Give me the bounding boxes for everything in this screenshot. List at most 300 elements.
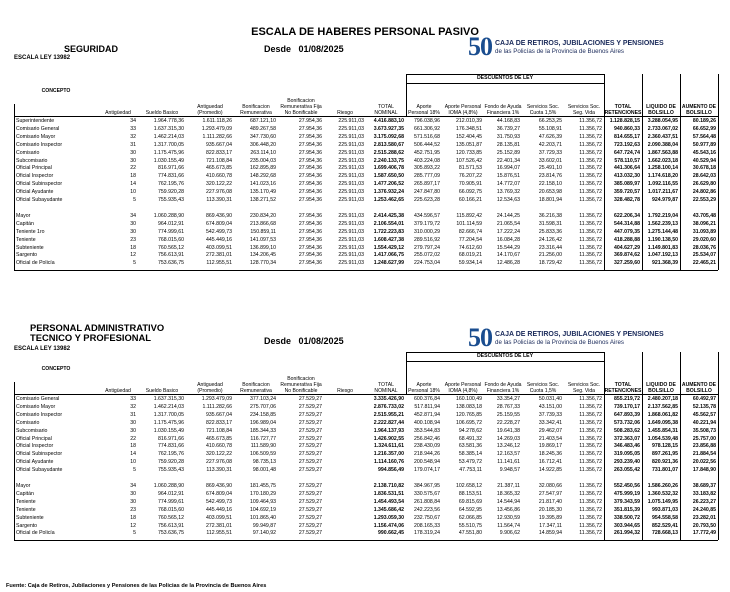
value-cell: 225.911,03 xyxy=(338,220,364,227)
value-cell: 403.099,51 xyxy=(206,514,232,521)
value-cell xyxy=(324,467,366,475)
value-cell: 1.611.118,26 xyxy=(202,118,232,124)
value-cell: 17.222,24 xyxy=(496,228,520,235)
value-cell: 1.258.100,14 xyxy=(647,165,678,172)
value-cell: 1.017.211,67 xyxy=(647,189,678,196)
table-row xyxy=(14,245,718,253)
column-header-aumento xyxy=(680,74,718,116)
value-cell: 377.103,24 xyxy=(250,396,276,402)
value-cell: 112.955,51 xyxy=(206,260,232,267)
value-cell: 136.899,10 xyxy=(250,244,276,251)
value-cell: 37.739,33 xyxy=(538,411,562,418)
value-cell: 224.753,04 xyxy=(414,260,440,267)
value-cell: 774.831,66 xyxy=(158,443,184,450)
value-cell: 1.554.429,12 xyxy=(373,244,404,251)
value-cell: 674.809,04 xyxy=(206,490,232,497)
value-cell: 218.944,26 xyxy=(414,451,440,458)
line xyxy=(14,394,718,395)
value-cell: 27.954,36 xyxy=(298,157,322,164)
rank-cell: Superintendente xyxy=(16,118,55,124)
column-header-aporte-ioma xyxy=(442,352,484,394)
value-cell: 45.543,16 xyxy=(692,149,716,156)
value-cell: 372.363,07 xyxy=(614,435,640,442)
value-cell: 3.175.092,68 xyxy=(373,133,404,140)
line xyxy=(14,394,15,540)
table-row xyxy=(14,150,718,158)
value-cell: 11.356,72 xyxy=(579,236,602,243)
value-cell: 27.529,27 xyxy=(298,427,322,434)
value-cell xyxy=(324,436,366,444)
logo-line1: CAJA DE RETIROS, JUBILACIONES Y PENSIONES xyxy=(495,331,664,338)
rank-cell: Subteniente xyxy=(16,244,44,251)
value-cell: 27.529,27 xyxy=(298,522,322,529)
value-cell: 77.204,54 xyxy=(458,236,482,243)
value-cell xyxy=(324,491,366,499)
value-cell: 993.871,03 xyxy=(652,506,678,513)
value-cell: 11.356,72 xyxy=(579,244,602,251)
value-cell: 37.729,33 xyxy=(538,149,562,156)
value-cell: 18.245,36 xyxy=(538,451,562,458)
value-cell: 27.954,36 xyxy=(298,141,322,148)
value-cell: 10 xyxy=(130,189,136,196)
value-cell: 19.395,89 xyxy=(538,514,562,521)
value-cell: 43.705,48 xyxy=(692,212,716,219)
desde-label: Desde 01/08/2025 xyxy=(264,336,344,346)
column-header-label: Antigüedad xyxy=(105,110,131,116)
value-cell: 1.111.282,66 xyxy=(202,403,232,410)
rank-cell: Comisario Mayor xyxy=(16,133,56,140)
value-cell: 452.871,94 xyxy=(414,411,440,418)
value-cell: 1.175.475,96 xyxy=(153,149,184,156)
value-cell: 11.356,72 xyxy=(579,165,602,172)
value-cell: 99.949,87 xyxy=(252,522,276,529)
column-header-label: Antigüedad xyxy=(105,388,131,394)
value-cell: 53.479,72 xyxy=(458,459,482,466)
value-cell: 160.100,49 xyxy=(456,396,482,402)
value-cell: 14.859,94 xyxy=(538,530,562,537)
value-cell: 11.356,72 xyxy=(579,157,602,164)
value-cell: 23.856,88 xyxy=(692,443,716,450)
escala-label: ESCALA LEY 13982 xyxy=(14,55,71,61)
value-cell: 22.465,21 xyxy=(692,260,716,267)
column-header-antiguedad-prom xyxy=(186,74,234,116)
line xyxy=(718,394,719,540)
value-cell: 1.248.627,99 xyxy=(373,260,404,267)
column-header-total-retenciones xyxy=(604,74,642,116)
value-cell: 141.097,53 xyxy=(250,236,276,243)
rank-cell: Comisario xyxy=(16,419,40,426)
value-cell: 279.797,24 xyxy=(414,244,440,251)
logo-line2: de las Policías de la Provincia de Buenos Aires xyxy=(495,48,624,55)
value-cell: 1.376.932,24 xyxy=(373,189,404,196)
value-cell: 755.935,43 xyxy=(158,467,184,474)
value-cell: 106.695,72 xyxy=(456,419,482,426)
value-cell: 225.911,03 xyxy=(338,197,364,204)
value-cell: 27.954,36 xyxy=(298,244,322,251)
rank-cell: Oficial Subinspector xyxy=(16,181,63,188)
value-cell: 196.989,04 xyxy=(250,419,276,426)
value-cell: 30 xyxy=(130,228,136,235)
value-cell: 475.999,19 xyxy=(614,490,640,497)
value-cell: 25.152,89 xyxy=(496,149,520,156)
column-header-label: LIQUIDO DE BOLSILLO xyxy=(646,382,676,394)
value-cell: 235.004,03 xyxy=(250,157,276,164)
value-cell: 66.652,99 xyxy=(692,125,716,132)
value-cell: 11.356,72 xyxy=(579,403,602,410)
value-cell: 102.658,12 xyxy=(456,483,482,489)
value-cell: 120.765,85 xyxy=(456,411,482,418)
value-cell: 141.023,16 xyxy=(250,181,276,188)
value-cell: 179.074,17 xyxy=(414,467,440,474)
value-cell: 404.627,29 xyxy=(614,244,640,251)
value-cell: 30 xyxy=(130,157,136,164)
value-cell: 66.092,75 xyxy=(458,189,482,196)
value-cell: 11.356,72 xyxy=(579,212,602,219)
value-cell: 935.667,04 xyxy=(206,411,232,418)
line xyxy=(680,116,681,270)
line xyxy=(14,540,718,541)
value-cell: 68.019,21 xyxy=(458,252,482,259)
value-cell: 27.954,36 xyxy=(298,236,322,243)
value-cell: 293.239,40 xyxy=(614,459,640,466)
value-cell: 403.099,51 xyxy=(206,244,232,251)
value-cell: 1.324.611,61 xyxy=(373,443,404,450)
value-cell: 1.868.061,82 xyxy=(647,411,678,418)
source-note: Fuente: Caja de Retiros, Jubilaciones y Pensiones de las Policias de la Provincia de Buenos Aires xyxy=(6,583,267,589)
value-cell: 1.345.686,42 xyxy=(373,506,404,513)
value-cell: 225.911,03 xyxy=(338,157,364,164)
value-cell: 32 xyxy=(130,403,136,410)
column-header-label: Sueldo Basico xyxy=(145,388,179,394)
value-cell: 60.166,21 xyxy=(458,197,482,204)
value-cell: 517.811,94 xyxy=(414,403,440,410)
value-cell: 306.448,20 xyxy=(250,141,276,148)
value-cell: 403.224,08 xyxy=(414,157,440,164)
value-cell: 225.911,03 xyxy=(338,252,364,259)
column-header-label: TOTAL RETENCIONES xyxy=(604,382,642,394)
rank-cell: Oficial Principal xyxy=(16,165,52,172)
rank-cell: Comisario General xyxy=(16,125,60,132)
value-cell: 225.911,03 xyxy=(338,165,364,172)
rank-cell: Oficial de Policía xyxy=(16,260,55,267)
value-cell: 12.486,28 xyxy=(496,260,520,267)
column-header-label: TOTAL RETENCIONES xyxy=(604,104,642,116)
value-cell: 647.893,39 xyxy=(614,411,640,418)
value-cell: 489.267,58 xyxy=(250,125,276,132)
value-cell xyxy=(324,404,366,412)
value-cell: 265.897,17 xyxy=(414,181,440,188)
value-cell: 256.842,46 xyxy=(414,435,440,442)
value-cell: 330.575,67 xyxy=(414,490,440,497)
value-cell: 27.954,36 xyxy=(298,197,322,204)
column-header-antiguedad xyxy=(98,74,138,116)
value-cell: 924.979,87 xyxy=(652,197,678,204)
value-cell: 822.833,17 xyxy=(206,149,232,156)
rank-cell: Oficial Principal xyxy=(16,435,52,442)
value-cell: 20.793,50 xyxy=(692,522,716,529)
value-cell: 768.015,60 xyxy=(158,236,184,243)
value-cell: 1.562.239,13 xyxy=(647,220,678,227)
value-cell: 760.565,12 xyxy=(158,514,184,521)
value-cell: 135.051,87 xyxy=(456,141,482,148)
value-cell: 181.455,75 xyxy=(250,483,276,489)
value-cell: 17.347,11 xyxy=(539,522,562,529)
table-row xyxy=(14,221,718,229)
table-row xyxy=(14,412,718,420)
salary-table xyxy=(14,396,718,475)
value-cell: 285.777,09 xyxy=(414,173,440,180)
rank-cell: Teniente 1ro xyxy=(16,228,45,235)
column-header-aporte-personal xyxy=(406,74,442,116)
value-cell: 544.314,88 xyxy=(614,220,640,227)
value-cell: 359.720,57 xyxy=(614,189,640,196)
value-cell: 14.269,03 xyxy=(496,435,520,442)
value-cell: 14.772,07 xyxy=(496,181,520,188)
value-cell: 11.356,72 xyxy=(579,411,602,418)
value-cell: 622.206,34 xyxy=(614,212,640,219)
value-cell: 27.954,36 xyxy=(298,189,322,196)
value-cell: 33.602,01 xyxy=(538,157,562,164)
value-cell: 2.360.437,51 xyxy=(647,133,678,140)
value-cell: 1.586.260,26 xyxy=(647,483,678,489)
value-cell: 232.750,67 xyxy=(414,514,440,521)
value-cell: 45.562,57 xyxy=(692,411,716,418)
value-cell: 20.185,30 xyxy=(538,506,562,513)
value-cell: 43.151,00 xyxy=(538,403,562,410)
salary-table xyxy=(14,213,718,268)
value-cell: 542.499,73 xyxy=(206,228,232,235)
value-cell: 21.387,11 xyxy=(497,483,520,489)
value-cell: 15.876,51 xyxy=(496,173,520,180)
value-cell: 11.356,72 xyxy=(579,451,602,458)
value-cell: 2.813.580,67 xyxy=(373,141,404,148)
value-cell: 113.390,31 xyxy=(206,467,232,474)
value-cell: 225.911,03 xyxy=(338,244,364,251)
value-cell: 230.834,20 xyxy=(250,212,276,219)
value-cell: 27.954,36 xyxy=(298,165,322,172)
rank-cell: Oficial Inspector xyxy=(16,443,54,450)
table-row xyxy=(14,467,718,475)
value-cell: 11.356,72 xyxy=(579,189,602,196)
value-cell: 3.673.927,35 xyxy=(373,125,404,132)
value-cell: 27.954,36 xyxy=(298,133,322,140)
column-header-fondo-ayuda xyxy=(484,74,522,116)
value-cell: 328.482,78 xyxy=(614,197,640,204)
value-cell xyxy=(324,507,366,515)
value-cell: 27.529,27 xyxy=(298,490,322,497)
value-cell: 15.544,29 xyxy=(496,244,520,251)
value-cell: 384.967,95 xyxy=(414,483,440,489)
table-row xyxy=(14,515,718,523)
value-cell: 1.092.116,55 xyxy=(647,181,678,188)
value-cell: 320.122,22 xyxy=(206,181,232,188)
value-cell: 13.456,86 xyxy=(496,506,520,513)
value-cell: 101.865,40 xyxy=(250,514,276,521)
value-cell: 25.159,55 xyxy=(496,411,520,418)
value-cell: 120.733,85 xyxy=(456,149,482,156)
value-cell: 21.817,40 xyxy=(538,498,562,505)
value-cell: 1.075.149,95 xyxy=(647,498,678,505)
column-header-aporte-personal xyxy=(406,352,442,394)
column-header-label: Aporte Personal IOMA (4,8%) xyxy=(444,104,482,116)
value-cell: 571.516,68 xyxy=(414,133,440,140)
value-cell: 445.449,16 xyxy=(206,506,232,513)
value-cell: 30 xyxy=(130,419,136,426)
rank-cell: Teniente xyxy=(16,236,36,243)
column-header-label: Servicios Soc. Cuota 1,5% xyxy=(526,104,560,116)
column-header-label: TOTAL NOMINAL xyxy=(374,104,398,116)
value-cell: 852.529,41 xyxy=(652,522,678,529)
caja-logo xyxy=(468,323,664,352)
line xyxy=(642,74,643,116)
value-cell: 11.356,72 xyxy=(579,522,602,529)
value-cell: 1.293.059,30 xyxy=(373,514,404,521)
value-cell: 225.911,03 xyxy=(338,236,364,243)
value-cell: 11.356,72 xyxy=(579,427,602,434)
rank-cell: Mayor xyxy=(16,212,31,219)
table-row xyxy=(14,260,718,268)
value-cell: 81.571,53 xyxy=(458,165,482,172)
value-cell: 11.356,72 xyxy=(579,118,602,124)
value-cell: 104.692,19 xyxy=(250,506,276,513)
value-cell: 22.553,29 xyxy=(692,197,716,204)
value-cell: 320.122,22 xyxy=(206,451,232,458)
value-cell xyxy=(324,459,366,467)
value-cell: 24.240,85 xyxy=(692,506,716,513)
value-cell: 1.649.095,38 xyxy=(647,419,678,426)
value-cell: 1.114.160,76 xyxy=(373,459,404,466)
column-header-label: Bonificacion Remunerativa xyxy=(240,104,272,116)
column-header-label: CONCEPTO xyxy=(41,366,71,372)
section-title-seguridad: SEGURIDAD xyxy=(64,44,119,54)
column-header-bonif-remun xyxy=(234,352,278,394)
value-cell: 21.256,00 xyxy=(538,252,562,259)
value-cell: 578.110,57 xyxy=(614,157,640,164)
column-header-label: Antiguedad (Promedio) xyxy=(197,104,223,116)
value-cell: 2.222.827,44 xyxy=(373,419,404,426)
value-cell: 20.022,56 xyxy=(692,459,716,466)
column-header-label: AUMENTO DE BOLSILLO xyxy=(681,104,717,116)
value-cell: 1.293.479,09 xyxy=(201,125,232,132)
anniversary-50-icon: 50 xyxy=(468,32,492,61)
value-cell: 16.084,28 xyxy=(496,236,520,243)
value-cell: 897.261,95 xyxy=(652,451,678,458)
value-cell: 128.770,34 xyxy=(250,260,276,267)
table-row xyxy=(14,483,718,491)
value-cell: 27.529,27 xyxy=(298,443,322,450)
table-row xyxy=(14,396,718,404)
value-cell: 16.712,41 xyxy=(538,459,562,466)
value-cell: 29.020,60 xyxy=(692,236,716,243)
value-cell: 27.529,27 xyxy=(298,506,322,513)
column-header-label: AUMENTO DE BOLSILLO xyxy=(681,382,717,394)
value-cell: 272.381,01 xyxy=(206,522,232,529)
table-row xyxy=(14,173,718,181)
line xyxy=(718,352,719,394)
value-cell: 82.666,74 xyxy=(458,228,482,235)
value-cell: 19.869,17 xyxy=(538,443,562,450)
line xyxy=(14,270,718,271)
column-header-bonif-remun xyxy=(234,74,278,116)
value-cell: 115.892,42 xyxy=(456,212,482,219)
value-cell: 38.689,37 xyxy=(692,483,716,489)
value-cell: 227.976,08 xyxy=(206,459,232,466)
line xyxy=(604,352,605,394)
rank-cell: Oficial Subayudante xyxy=(16,467,63,474)
value-cell: 225.911,03 xyxy=(338,189,364,196)
value-cell: 5 xyxy=(133,260,136,267)
value-cell: 47.753,11 xyxy=(459,467,482,474)
value-cell: 12.930,59 xyxy=(496,514,520,521)
value-cell: 11.356,72 xyxy=(579,514,602,521)
column-header-label: Aporte Personal 18% xyxy=(408,382,440,394)
value-cell xyxy=(324,396,366,404)
value-cell: 400.108,94 xyxy=(414,419,440,426)
value-cell: 68.491,32 xyxy=(458,435,482,442)
table-row xyxy=(14,126,718,134)
column-header-serv-seg xyxy=(564,352,604,394)
column-header-serv-seg xyxy=(564,74,604,116)
value-cell: 55.510,75 xyxy=(458,522,482,529)
value-cell: 225.911,03 xyxy=(338,173,364,180)
value-cell: 22 xyxy=(130,165,136,172)
rank-cell: Subteniente xyxy=(16,514,44,521)
value-cell: 762.195,76 xyxy=(158,451,184,458)
table-row xyxy=(14,491,718,499)
value-cell: 964.012,91 xyxy=(158,220,184,227)
value-cell: 28.767,33 xyxy=(496,403,520,410)
value-cell: 379.343,59 xyxy=(614,498,640,505)
value-cell: 14 xyxy=(130,181,136,188)
value-cell: 940.860,33 xyxy=(614,125,640,132)
column-header-label: Servicios Soc. Seg. Vida xyxy=(567,382,601,394)
table-row xyxy=(14,507,718,515)
value-cell: 34 xyxy=(130,212,136,219)
column-header-bonif-fija xyxy=(278,352,324,394)
column-header-concepto xyxy=(14,352,98,394)
value-cell: 11.356,72 xyxy=(579,443,602,450)
value-cell: 27.954,36 xyxy=(298,125,322,132)
value-cell: 327.259,60 xyxy=(614,260,640,267)
column-header-total-nominal xyxy=(366,74,406,116)
value-cell: 731.801,07 xyxy=(652,467,678,474)
value-cell: 27.954,36 xyxy=(298,173,322,180)
value-cell: 410.660,78 xyxy=(206,173,232,180)
value-cell: 994.856,49 xyxy=(378,467,404,474)
column-header-label: Antiguedad (Promedio) xyxy=(197,382,223,394)
value-cell: 63.581,36 xyxy=(458,443,482,450)
value-cell: 1.149.801,83 xyxy=(647,244,678,251)
value-cell: 721.108,84 xyxy=(206,427,232,434)
value-cell: 31 xyxy=(130,141,136,148)
value-cell: 5 xyxy=(133,467,136,474)
value-cell: 32 xyxy=(130,133,136,140)
value-cell: 1.111.282,66 xyxy=(202,133,232,140)
rank-cell: Oficial Inspector xyxy=(16,173,54,180)
value-cell: 814.655,17 xyxy=(614,133,640,140)
value-cell: 506.444,52 xyxy=(414,141,440,148)
column-header-riesgo xyxy=(324,74,366,116)
value-cell: 990.662,45 xyxy=(378,530,404,537)
value-cell: 32.080,66 xyxy=(538,483,562,489)
line xyxy=(14,116,718,117)
value-cell: 346.483,46 xyxy=(614,443,640,450)
value-cell: 74.612,60 xyxy=(458,244,482,251)
line xyxy=(680,74,681,116)
value-cell xyxy=(324,523,366,531)
column-header-bonif-fija xyxy=(278,74,324,116)
value-cell: 162.895,89 xyxy=(250,165,276,172)
